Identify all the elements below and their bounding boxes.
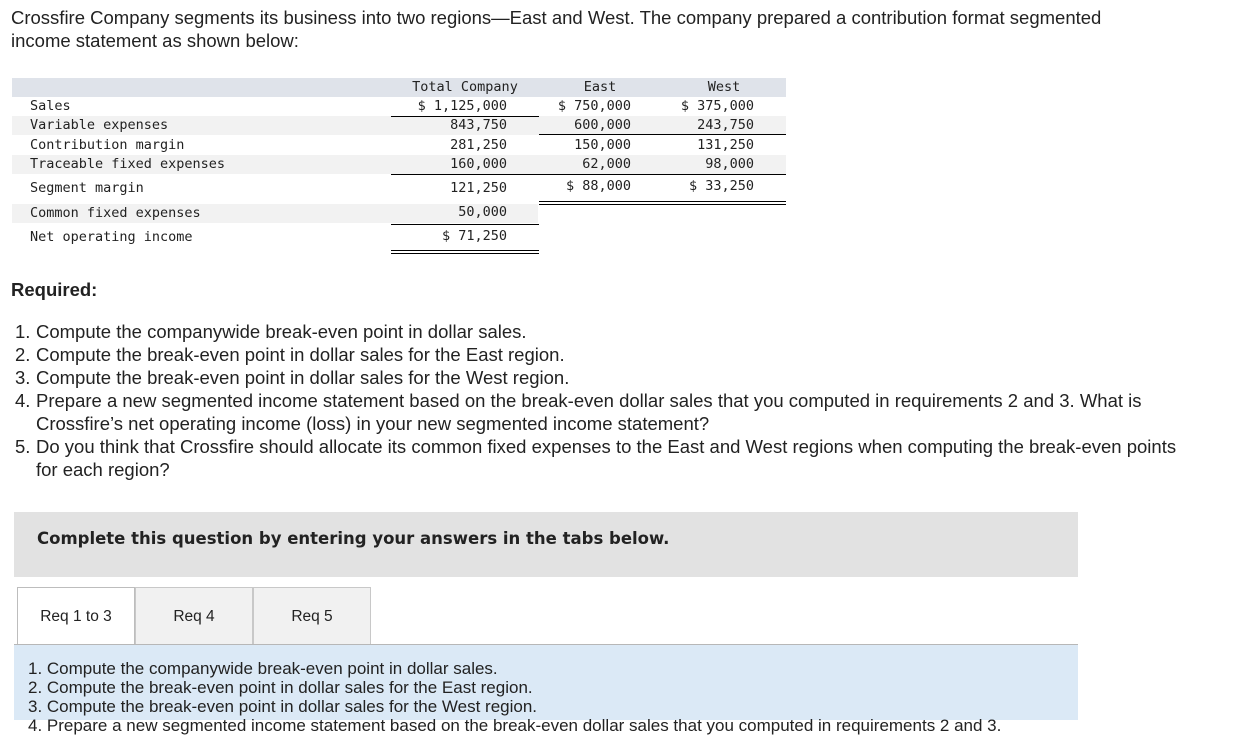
tab-content-panel bbox=[14, 645, 1078, 735]
tab-req-1-to-3[interactable]: Req 1 to 3 bbox=[17, 587, 135, 647]
cell-east: 62,000 bbox=[582, 156, 631, 172]
cell-east: 600,000 bbox=[574, 117, 631, 133]
cell-total: 160,000 bbox=[450, 156, 507, 172]
header-total-company: Total Company bbox=[412, 79, 518, 95]
row-common-fixed-expenses bbox=[12, 204, 538, 223]
requirement-item bbox=[15, 435, 1180, 481]
row-label: Segment margin bbox=[30, 180, 144, 196]
panel-line-4: 4. Prepare a new segmented income statement based on the break-even dollar sales that you computed in requirements 2 and 3. bbox=[28, 716, 1002, 735]
cell-east: $ 88,000 bbox=[565, 178, 631, 194]
double-underline-segments-2 bbox=[539, 204, 786, 205]
cell-total: 50,000 bbox=[458, 204, 507, 220]
tab-req-5[interactable]: Req 5 bbox=[253, 587, 371, 646]
requirements-list bbox=[15, 320, 1180, 481]
cell-west: $ 375,000 bbox=[680, 98, 754, 114]
header-west: West bbox=[707, 79, 741, 95]
double-underline-total-1 bbox=[391, 250, 539, 251]
problem-intro bbox=[11, 6, 1191, 52]
cell-west: $ 33,250 bbox=[688, 178, 754, 194]
cell-east: $ 750,000 bbox=[557, 98, 631, 114]
requirement-text: Prepare a new segmented income statement based on the break-even dollar sales that you computed in requirements 2 and 3. What is Crossfire’s net operating income (loss) in your new segmented income statement? bbox=[36, 390, 1142, 434]
requirement-item bbox=[15, 320, 1180, 343]
panel-line-3: 3. Compute the break-even point in dollar sales for the West region. bbox=[28, 697, 538, 716]
requirement-item bbox=[15, 366, 1180, 389]
cell-west: 131,250 bbox=[697, 137, 754, 153]
instruction-banner bbox=[14, 512, 1078, 577]
cell-total: 281,250 bbox=[450, 137, 507, 153]
tab-req-4[interactable]: Req 4 bbox=[135, 587, 253, 646]
cell-total: $ 1,125,000 bbox=[417, 98, 507, 114]
requirement-number: 2. bbox=[15, 344, 31, 365]
cell-west: 98,000 bbox=[705, 156, 754, 172]
row-label: Net operating income bbox=[30, 229, 193, 245]
row-traceable-fixed-expenses bbox=[12, 155, 786, 174]
row-sales bbox=[12, 97, 786, 116]
requirement-number: 5. bbox=[15, 436, 31, 457]
requirement-text: Compute the break-even point in dollar sales for the West region. bbox=[36, 367, 570, 388]
double-underline-total-2 bbox=[391, 253, 539, 254]
required-heading: Required: bbox=[11, 279, 98, 300]
requirement-number: 3. bbox=[15, 367, 31, 388]
double-underline-segments-1 bbox=[539, 201, 786, 202]
statement-header-band bbox=[12, 78, 786, 97]
cell-east: 150,000 bbox=[574, 137, 631, 153]
row-segment-margin bbox=[12, 179, 786, 198]
segmented-income-statement bbox=[12, 78, 786, 258]
requirement-number: 4. bbox=[15, 390, 31, 411]
underline-segments-variable bbox=[539, 134, 786, 135]
requirement-text: Compute the break-even point in dollar sales for the East region. bbox=[36, 344, 565, 365]
row-label: Variable expenses bbox=[30, 117, 169, 133]
row-label: Contribution margin bbox=[30, 137, 185, 153]
row-label: Traceable fixed expenses bbox=[30, 156, 226, 172]
underline-total-variable bbox=[391, 116, 539, 117]
row-label: Common fixed expenses bbox=[30, 205, 201, 221]
requirement-text: Do you think that Crossfire should allocate its common fixed expenses to the East and West regions when computing the break-even points for each region? bbox=[36, 436, 1177, 480]
cell-total: $ 71,250 bbox=[441, 228, 507, 244]
cell-total: 121,250 bbox=[450, 180, 507, 196]
requirement-item bbox=[15, 343, 1180, 366]
cell-total: 843,750 bbox=[450, 117, 507, 133]
cell-west: 243,750 bbox=[697, 117, 754, 133]
header-east: East bbox=[583, 79, 617, 95]
requirement-text: Compute the companywide break-even point in dollar sales. bbox=[36, 321, 527, 342]
intro-line-1: Crossfire Company segments its business into two regions—East and West. The company prepared a contribution format segmented bbox=[11, 7, 1102, 28]
row-contribution-margin bbox=[12, 136, 786, 155]
row-label: Sales bbox=[30, 98, 71, 114]
panel-line-2: 2. Compute the break-even point in dollar sales for the East region. bbox=[28, 678, 533, 697]
underline-total-common bbox=[391, 224, 539, 225]
panel-line-1: 1. Compute the companywide break-even point in dollar sales. bbox=[28, 659, 498, 678]
row-variable-expenses bbox=[12, 116, 786, 135]
instruction-text: Complete this question by entering your answers in the tabs below. bbox=[37, 529, 670, 548]
underline-total-traceable bbox=[391, 174, 539, 175]
intro-line-2: income statement as shown below: bbox=[11, 30, 299, 51]
requirement-item bbox=[15, 389, 1180, 435]
underline-segments-traceable bbox=[539, 174, 786, 175]
row-net-operating-income bbox=[12, 228, 786, 247]
requirement-number: 1. bbox=[15, 321, 31, 342]
